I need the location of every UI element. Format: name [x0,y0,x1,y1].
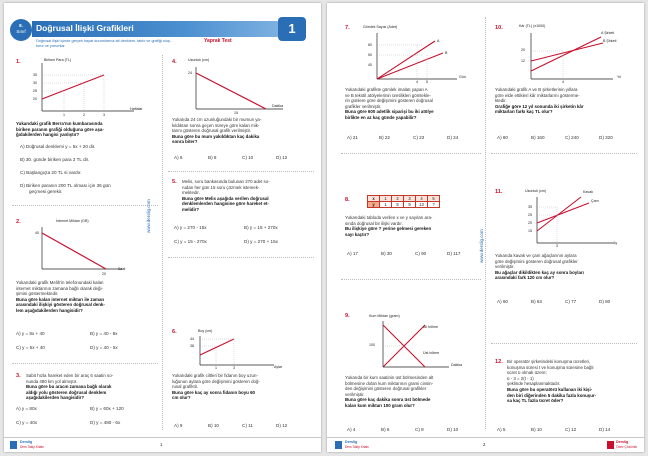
worksheet-page-2 [327,3,644,452]
test-number: 1 [288,21,296,36]
q8-line: sayı kaçtır? [345,231,370,237]
q6-option-a[interactable]: A) 9 [174,423,183,428]
brand-logo-icon [335,441,342,449]
q10-option-a[interactable]: A) 80 [497,135,508,140]
q11-series-b-label: Çam [591,199,599,203]
q8-cell: 3 [404,196,416,202]
q3-option-a[interactable]: A) y = 80x [16,406,37,411]
q7-y-title: Gömlek Sayısı (Adet) [363,25,398,29]
brand-logo-icon [10,441,17,449]
grade-badge [10,19,32,41]
q5-option-b[interactable]: B) y = 15 + 270x [244,225,278,230]
q1-line: ğıdakilerden hangisi yanlıştır? [16,132,80,138]
q8-number: 8. [345,197,350,203]
divider [168,257,314,258]
q7-x-title: Gün [459,75,466,79]
q4-x-title: Dakika [272,104,283,108]
footer-brand: Derslig [345,440,358,444]
q11-line: verilmiştir. [495,264,515,270]
q10-line: Yukarıdaki grafik A ve B şirketlerinin yıllara [495,87,578,92]
q11-xtick: 3 [556,244,558,248]
q10-question [495,87,584,115]
q10-y-title: Kâr (TL) (x1000) [519,24,546,28]
q12-number: 12. [495,359,503,365]
q6-option-d[interactable]: D) 12 [276,423,288,428]
q6-line: cm olur? [172,395,191,401]
q7-option-a[interactable]: A) 21 [347,135,358,140]
q4-option-c[interactable]: C) 10 [242,155,254,160]
q5-option-d[interactable]: D) y = 270 + 15x [244,239,278,244]
q6-option-b[interactable]: B) 10 [208,423,219,428]
q9-option-c[interactable]: C) 8 [415,427,424,432]
page-title: Doğrusal İlişki Grafikleri [36,23,134,33]
q12-line: konuşma süresi t ve konuşma süresine bağlı [507,364,594,370]
q5-line: rudan her gün 15 soru çözmek istemek- [182,184,260,190]
q6-line: Yukarıdaki grafik ciltleri bir fidanın boy uzun- [172,373,258,378]
q1-option-d-cont: geçmesi gerekir. [29,189,63,194]
q6-x-title: Aylar [274,365,283,369]
q9-x-title: Dakika [451,363,462,367]
q4-line: kıldıktan sonra geçen süreye göre kalan mik- [172,122,260,128]
q1-xtick: 3 [103,113,105,117]
q7-ytick: 50 [368,53,372,57]
q12-line: ücret ü olmak üzere; [507,370,547,376]
q12-line: ü - 3 = 2(t - 1) [507,375,534,381]
q11-ytick: 20 [528,221,532,225]
q2-line: internet miktarının zamana bağlı olarak deği- [16,285,103,291]
q11-option-a[interactable]: A) 60 [497,299,508,304]
q1-graph [34,61,144,113]
q9-number: 9. [345,313,350,319]
q11-line: Yukarıda kavak ve çam ağaçlarının aylara [495,253,577,258]
q5-line: Buna göre Melis aşağıda verilen doğrusal [182,195,269,201]
q1-line: biriken paranın grafiği olduğuna göre aşa- [16,126,104,132]
q4-y-title: Uzunluk (cm) [188,58,210,62]
q9-line: kalan kum miktarı 100 gram olur? [345,402,415,408]
q6-xtick: 1 [215,366,217,370]
q12-option-a[interactable]: A) 5 [497,427,506,432]
q8-line: sında doğrusal bir ilişki vardır. [345,220,403,226]
q4-line: Buna göre bu mum yakıldıktan kaç dakika [172,133,260,139]
q2-x-title: Saat [118,267,126,271]
q1-y-title: Biriken Para (TL) [44,58,72,62]
q2-number: 2. [16,219,21,225]
q2-line: lem aşağıdakilerden hangisidir? [16,307,83,313]
q12-line: Bir operatör şirketindeki konuşma ücretleri, [507,359,591,364]
q11-line: Bu ağaçlar dikildikten kaç ay sonra boyları [495,269,584,275]
q6-graph [194,335,294,367]
sheet-label: Yaprak Test [204,38,232,44]
q6-option-c[interactable]: C) 11 [242,423,253,428]
q1-ytick: 25 [33,89,37,93]
q6-line: Buna göre kaç ay sonra fidanın boyu 60 [172,389,255,395]
column-divider [162,55,163,430]
q1-x-title: Haftalar [130,107,143,111]
q11-ytick: 25 [528,213,532,217]
q4-line: tarını gösteren doğrusal grafik verilmiştir. [172,128,252,134]
q1-option-c[interactable]: C) Başlangıçta 20 TL si vardır. [20,170,82,175]
q10-line: miktarları farkı kaç TL olur? [495,109,553,115]
q10-option-b[interactable]: B) 160 [531,135,545,140]
q8-option-d[interactable]: D) 117 [447,251,461,256]
q7-xtick: 5 [426,80,428,84]
q7-question [345,87,434,121]
subtitle-line-2: turur ve yorumlar. [36,44,66,48]
q9-alt-label: Alt bölme [423,325,438,329]
q1-option-d[interactable]: D) Biriken paranın 200 TL olması için 36 gün [20,183,111,188]
q8-cell: 2 [392,196,404,202]
q4-line: sonra biter? [172,139,198,145]
q7-option-c[interactable]: C) 23 [413,135,425,140]
q7-option-d[interactable]: D) 24 [447,135,459,140]
q7-series-b-label: B [445,51,448,55]
q2-option-c[interactable]: C) y = 5x + 40 [16,345,45,350]
q11-number: 11. [495,189,503,195]
page-footer [327,437,644,452]
worksheet-page-1 [4,3,321,452]
q1-line: Yukarıdaki grafik Berra'nın kumbarasında [16,121,103,126]
divider [491,343,637,344]
q6-y-title: Boy (cm) [198,329,213,333]
q11-question [495,253,584,281]
q10-number: 10. [495,25,503,31]
q2-xtick: 20 [102,272,106,276]
q2-option-a[interactable]: A) y = 8x + 40 [16,331,45,336]
q12-line: sa kaç TL fazla ücret öder? [507,398,564,404]
q5-line: melidir? [182,206,200,212]
q9-question [345,375,433,409]
q12-option-c[interactable]: C) 12 [565,427,577,432]
q12-option-b[interactable]: B) 10 [531,427,542,432]
q7-line: rin günlere göre değişimini gösteren doğrusal [345,98,433,104]
q12-line: Buna göre bu operatörü kullanan iki kişi- [507,386,593,392]
q6-line: rusal grafiktir. [172,384,199,390]
q7-graph [367,31,467,81]
q9-line: bölmesine dolan kum miktarının grami cinsin- [345,380,434,386]
q9-line: den değişimini gösteren doğrusal grafikler [345,386,427,392]
q10-line: göre elde ettikleri kâr miktarlarını gösterme- [495,92,580,98]
q6-number: 6. [172,329,177,335]
q7-option-b[interactable]: B) 22 [379,135,390,140]
q7-ytick: 40 [368,63,372,67]
q4-ytick: 24 [188,71,192,75]
q11-ytick: 15 [528,229,532,233]
q1-xtick: 1 [63,113,65,117]
q1-question [16,121,104,138]
page-number: 1 [160,442,163,447]
q12-question [507,359,596,404]
q9-ust-label: Üst bölme [423,351,440,355]
q6-xtick: 3 [233,366,235,370]
q7-line: grafikler verilmiştir. [345,103,382,109]
q8-header-y: y [368,202,380,208]
q1-number: 1. [16,59,21,65]
q1-option-a[interactable]: A) Doğrusal denklemi y = 5x + 20 dir. [20,144,96,149]
q2-option-b[interactable]: B) y = 40 - 8x [90,331,118,336]
q3-line: nunda 480 km yol almıştır. [26,378,78,384]
q8-option-a[interactable]: A) 17 [347,251,358,256]
q10-series-b-label: B Şirketi [603,39,617,43]
q11-option-b[interactable]: B) 63 [531,299,542,304]
q8-cell: 1 [380,196,392,202]
q10-x-title: Yıl [617,75,622,79]
q7-line: Yukarıdaki grafikte gömlek imalatı yapan A [345,87,428,92]
footer-right-brand: Derslig [616,440,629,444]
q1-xtick: 2 [83,113,85,117]
divider [168,171,314,172]
q2-line: şimini göstermektedir. [16,291,59,297]
q2-graph [34,225,134,271]
q9-option-a[interactable]: A) 4 [347,427,356,432]
q3-number: 3. [16,373,21,379]
q4-line: Yukarıda 24 cm uzunluğundaki bir mumun ya- [172,117,262,122]
q3-line: aldığı yolu gösteren doğrusal denklem [26,389,107,395]
q2-question [16,280,105,314]
q5-line: Melis, soru bankasında bulunan 270 adet so- [182,179,270,184]
q8-line: Bu ilişkiye göre ? yerine gelmesi gereken [345,226,432,232]
q2-line: Yukarıdaki grafik Melih'in telefonundaki kalan [16,280,104,285]
q8-cell: ? [428,202,440,208]
q6-question [172,373,260,401]
q10-series-a-label: A Şirketi [601,31,615,35]
q11-line: göre değişimini gösteren doğrusal grafikler [495,258,578,264]
brand-logo-icon [607,441,614,449]
divider [341,153,481,154]
q3-question [26,373,113,401]
q7-number: 7. [345,25,350,31]
q4-number: 4. [172,59,177,65]
q12-line: den biri diğerinden 5 dakika fazla konuşur- [507,392,597,398]
q8-option-b[interactable]: B) 30 [381,251,392,256]
footer-brand: Derslig [20,440,33,444]
q7-series-a-label: A [437,39,440,43]
footer-tagline: Ders Takip Kitabı [345,445,370,449]
q5-line: mektedir. [182,190,200,196]
q10-option-c[interactable]: C) 240 [565,135,579,140]
watermark: www.derslig.com [146,199,151,233]
q8-question [345,215,432,237]
q10-line: ktedir. [495,98,507,104]
q3-line: aşağıdakilerden hangisidir? [26,395,85,401]
page-footer [4,437,321,452]
divider [12,363,158,364]
q10-xtick: 4 [562,80,564,84]
q2-option-d[interactable]: D) y = 40 - 5x [90,345,118,350]
q4-option-b[interactable]: B) 8 [208,155,217,160]
q11-option-c[interactable]: C) 77 [565,299,577,304]
q5-option-c[interactable]: C) y = 15 - 270x [174,239,207,244]
column-divider [485,17,486,429]
q12-line: şeklinde hesaplanmaktadır. [507,381,561,387]
q10-option-d[interactable]: D) 320 [599,135,613,140]
q11-graph [527,195,627,245]
q9-line: verilmiştir. [345,391,365,397]
q10-ytick: 20 [521,48,525,52]
q10-ytick: 12 [521,59,525,63]
q8-option-c[interactable]: C) 90 [415,251,427,256]
page-number: 2 [483,442,486,447]
q11-option-d[interactable]: D) 80 [599,299,611,304]
subtitle-line-1: Doğrusal ilişki içinde gerçek hayat durumlarına ait denklem, tablo ve grafiği oluş- [36,39,172,43]
q6-line: luğunun aylara göre değişimini gösteren doğ- [172,378,260,384]
q4-option-a[interactable]: A) 6 [174,155,183,160]
q11-line: arasındaki fark 120 cm olur? [495,275,555,281]
watermark: www.derslig.com [479,229,484,263]
q1-ytick: 30 [33,81,37,85]
q3-line: Buna göre bu aracın zamana bağlı olarak [26,384,112,390]
q5-number: 5. [172,179,177,185]
q9-graph [377,319,467,369]
q7-line: Buna göre 600 adetlik siparişi bu iki atölye [345,109,434,115]
grade-number: 8. [19,23,23,28]
q5-option-a[interactable]: A) y = 270 - 15x [174,225,207,230]
q10-graph [523,31,633,81]
q12-option-d[interactable]: D) 14 [599,427,611,432]
q4-xtick: 15 [234,111,238,115]
q7-line: ve B tekstil atölyelerinin üretilikleri gömlekle- [345,92,431,98]
q7-ytick: 60 [368,43,372,47]
q11-y-title: Uzunluk (cm) [525,189,547,193]
q4-question [172,117,261,145]
q7-line: birlikte en az kaç günde yapabilir? [345,114,417,120]
divider [491,153,637,154]
q3-line: Sabit hızla hareket eden bir araç 6 saatin so- [26,373,114,378]
q11-ytick: 35 [528,205,532,209]
q9-line: Yukarıda bir kum saatinin üst bölmesinden alt [345,375,434,380]
q8-header-x: x [368,196,380,202]
q9-option-d[interactable]: D) 10 [447,427,459,432]
q5-line: denklemlerden hangisine göre hareket et- [182,201,269,207]
q5-question [182,179,270,213]
q6-ytick: 44 [190,337,194,341]
q3-option-d[interactable]: D) y = 480 - 6x [90,420,121,425]
q8-cell: 13 [416,202,428,208]
q8-table [367,195,440,208]
q2-y-title: İnternet Miktarı (GB) [56,219,89,223]
q8-cell: 4 [416,196,428,202]
divider [341,279,481,280]
q1-option-b[interactable]: B) 30. günde biriken para 2 TL dir. [20,157,90,162]
q2-line: arasındaki ilişkiyi gösteren doğrusal denk- [16,302,105,308]
q7-xtick: 4 [416,80,418,84]
q11-series-a-label: Kavak [583,190,593,194]
q3-option-c[interactable]: C) y = 40x [16,420,38,425]
q10-line: Grafiğe göre 12 yıl sonunda iki şirketin kâr [495,103,584,109]
q8-cell: 1 [380,202,392,208]
q11-x-title: Ay [613,241,618,245]
q2-ytick: 40 [35,231,39,235]
q3-option-b[interactable]: B) y = 60x + 120 [90,406,124,411]
q9-y-title: Kum Miktarı (gram) [369,314,400,318]
test-number-badge [278,17,306,41]
q8-cell: 9 [404,202,416,208]
q8-line: Yukarıdaki tabloda verilen x ve y sayıları ara- [345,215,433,220]
q8-row-y [368,202,440,208]
footer-right-tagline: Ödev Çözümlü [616,445,638,449]
q2-line: Buna göre kalan internet miktarı ile zaman [16,296,105,302]
q1-ytick: 20 [33,97,37,101]
q8-cell: 5 [392,202,404,208]
q4-option-d[interactable]: D) 12 [276,155,288,160]
q9-option-b[interactable]: B) 6 [381,427,390,432]
q1-ytick: 35 [33,73,37,77]
grade-word: Sınıf [16,29,26,34]
q9-ytick: 100 [369,343,375,347]
q8-cell: 5 [428,196,440,202]
q9-line: Buna göre kaç dakika sonra üst bölmede [345,397,431,403]
footer-tagline: Ders Takip Kitabı [20,445,45,449]
divider [12,205,158,206]
q6-ytick: 38 [190,344,194,348]
